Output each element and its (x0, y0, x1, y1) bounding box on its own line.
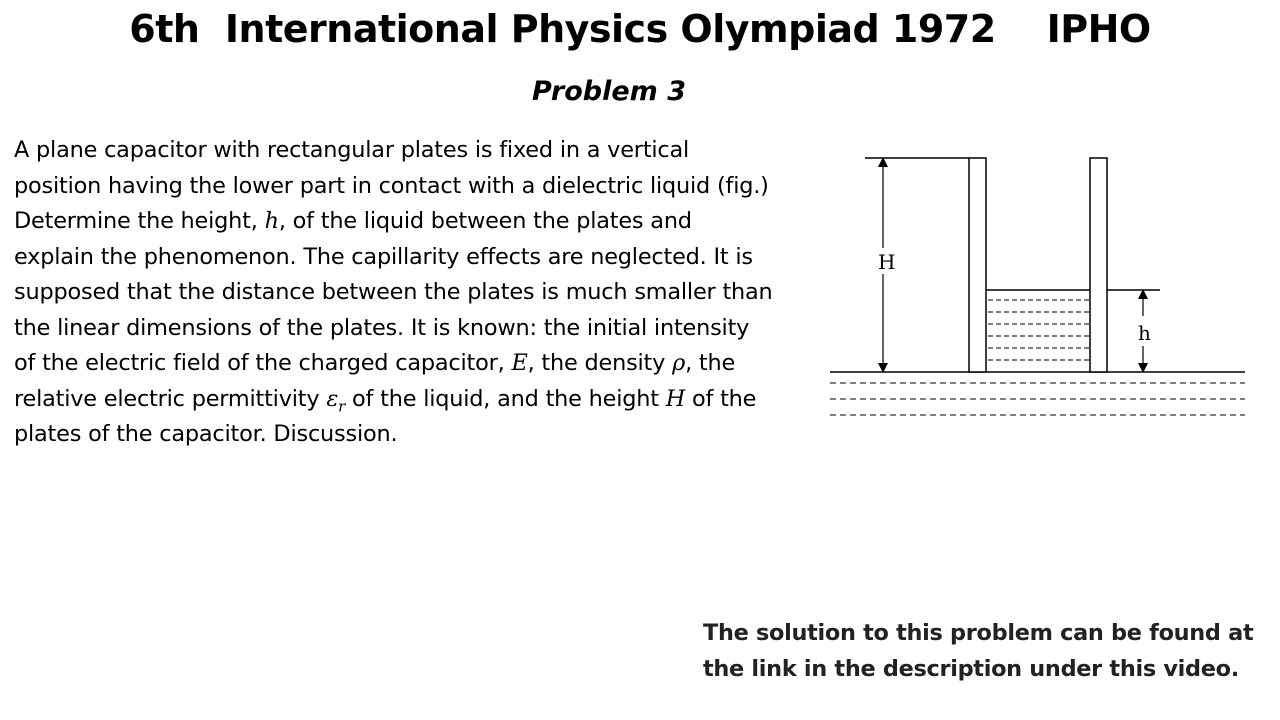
problem-statement (14, 133, 774, 453)
H-label: H (878, 250, 896, 274)
problem-text: , the density (527, 350, 673, 376)
problem-text: of the liquid, and the height (345, 385, 666, 412)
solution-note: The solution to this problem can be found at the link in the description under this video. (703, 620, 1254, 682)
variable-E: E (511, 350, 528, 376)
problem-text: of the plates of the capacitor. Discussion. (14, 385, 757, 447)
page-title: 6th International Physics Olympiad 1972 IPHO (129, 7, 1151, 51)
variable-epsilon-subscript: r (338, 396, 346, 415)
variable-h: h (264, 208, 279, 234)
capacitor-plate-right (1090, 158, 1107, 372)
liquid-dashes (830, 383, 1245, 415)
h-label: h (1138, 321, 1151, 345)
variable-epsilon: ε (326, 385, 339, 412)
capacitor-figure (820, 140, 1260, 440)
problem-text: A plane capacitor with rectangular plates is fixed in a vertical position having the lower part in contact with a dielectric liquid (fig.) Determine the height, (14, 137, 769, 234)
problem-text: , the relative electric permittivity (14, 350, 736, 412)
problem-text: , of the liquid between the plates and explain the phenomenon. The capillarity effects are neglected. It is supposed that the distance between the plates is much smaller than the linear dimensions of the plates. It is known: the initial intensity of the electric field of the charged capacitor, (14, 208, 773, 376)
capacitor-plate-left (969, 158, 986, 372)
variable-H: H (665, 385, 686, 412)
variable-rho: ρ (672, 350, 686, 376)
raised-liquid-dashes (988, 300, 1089, 360)
problem-heading: Problem 3 (531, 76, 687, 107)
